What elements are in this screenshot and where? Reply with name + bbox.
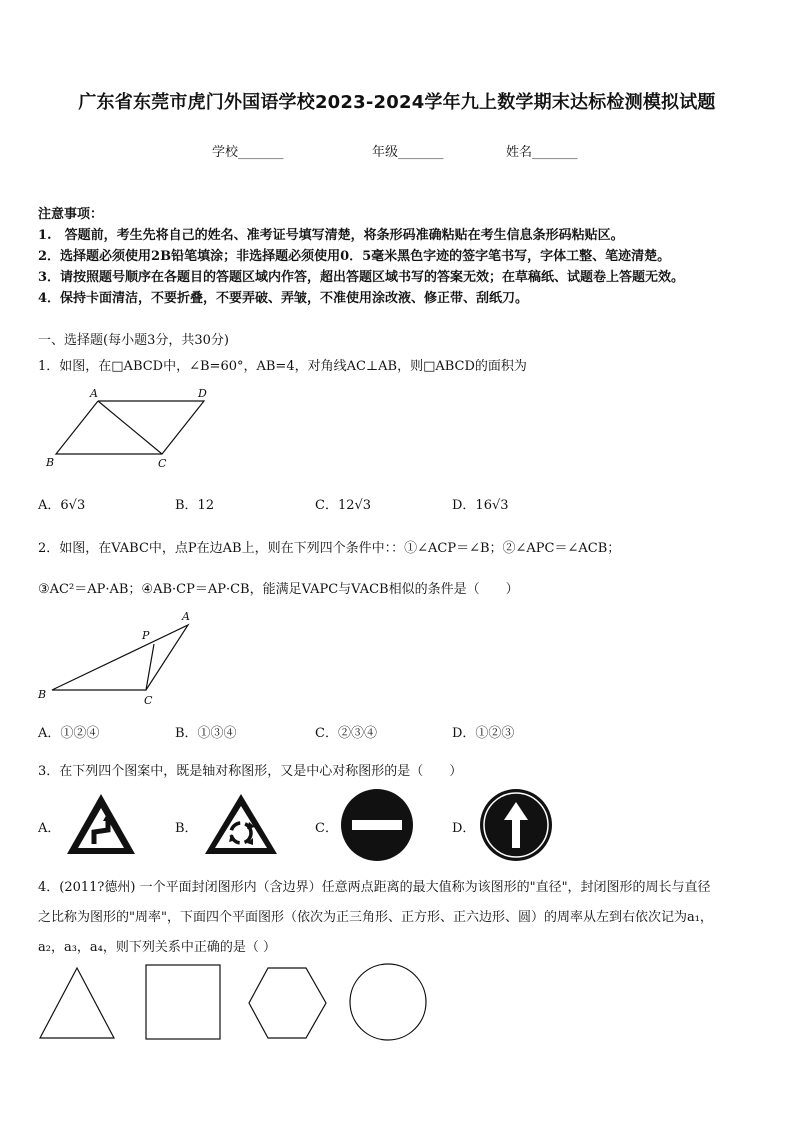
q1-label-b: B (46, 456, 55, 469)
q2-option-d[interactable]: D．①②③ (452, 726, 515, 741)
q2-option-b[interactable]: B．①③④ (175, 726, 237, 741)
q3-option-d[interactable]: D． (452, 821, 476, 836)
q1-option-b[interactable]: B．12 (175, 498, 215, 513)
q3-stem: 3．在下列四个图案中，既是轴对称图形，又是中心对称图形的是（ ） (38, 764, 463, 779)
q3-option-a[interactable]: A． (38, 821, 61, 836)
q2-label-c: C (144, 694, 153, 707)
q2-label-p: P (142, 629, 150, 642)
q3-option-c[interactable]: C． (315, 821, 338, 836)
q4-stem-line2: 之比称为图形的"周率"，下面四个平面图形（依次为正三角形、正方形、正六边形、圆）的周率从左到右依次记为a₁， (38, 910, 713, 925)
note-item: 3．请按照题号顺序在各题目的答题区域内作答，超出答题区域书写的答案无效；在草稿纸、试题卷上答题无效。 (38, 270, 685, 285)
q4-shapes-figure (36, 960, 436, 1044)
q1-stem: 1．如图，在□ABCD中，∠B=60°，AB=4，对角线AC⊥AB，则□ABCD的面积为 (38, 359, 527, 374)
notes-heading: 注意事项： (38, 207, 104, 222)
regular-hexagon-shape (249, 968, 326, 1038)
q1-parallelogram-figure (40, 384, 230, 474)
q1-label-d: D (198, 387, 207, 400)
circle-shape (350, 964, 426, 1040)
equilateral-triangle-shape (40, 968, 114, 1038)
q4-stem-line3: a₂，a₃，a₄，则下列关系中正确的是（ ） (38, 940, 277, 955)
q1-label-c: C (158, 457, 167, 470)
roundabout-warning-icon (201, 790, 281, 858)
q1-option-d[interactable]: D．16√3 (452, 498, 509, 513)
q2-label-a: A (182, 610, 190, 623)
school-field: 学校_______ (212, 145, 284, 160)
q1-label-a: A (90, 387, 98, 400)
page-title: 广东省东莞市虎门外国语学校2023-2024学年九上数学期末达标检测模拟试题 (78, 92, 716, 113)
q2-stem-line1: 2．如图，在VABC中，点P在边AB上，则在下列四个条件中：：①∠ACP＝∠B；②∠APC＝∠ACB； (38, 541, 621, 556)
warning-road-icon (64, 790, 138, 858)
q1-option-a[interactable]: A．6√3 (38, 498, 86, 513)
grade-field: 年级_______ (372, 145, 444, 160)
note-item: 1. 答题前，考生先将自己的姓名、准考证号填写清楚，将条形码准确粘贴在考生信息条形码粘贴区。 (38, 228, 624, 243)
section-heading: 一、选择题(每小题3分，共30分) (38, 333, 229, 348)
q3-option-b[interactable]: B． (175, 821, 198, 836)
q4-stem-line1: 4．(2011?德州) 一个平面封闭图形内（含边界）任意两点距离的最大值称为该图形的"直径"，封闭图形的周长与直径 (38, 880, 711, 895)
q2-stem-line2: ③AC²＝AP·AB；④AB·CP＝AP·CB，能满足VAPC与VACB相似的条件是（ ） (38, 582, 519, 597)
note-item: 2．选择题必须使用2B铅笔填涂；非选择题必须使用0．5毫米黑色字迹的签字笔书写，字体工整、笔迹清楚。 (38, 249, 671, 264)
note-item: 4．保持卡面清洁，不要折叠，不要弄破、弄皱，不准使用涂改液、修正带、刮纸刀。 (38, 291, 529, 306)
ahead-only-icon (479, 788, 553, 862)
q2-triangle-figure (36, 608, 206, 708)
q2-label-b: B (38, 688, 47, 701)
q2-option-a[interactable]: A．①②④ (38, 726, 100, 741)
name-field: 姓名_______ (506, 145, 578, 160)
square-shape (146, 965, 220, 1039)
q1-option-c[interactable]: C．12√3 (315, 498, 372, 513)
no-entry-icon (340, 788, 414, 862)
q2-option-c[interactable]: C．②③④ (315, 726, 377, 741)
